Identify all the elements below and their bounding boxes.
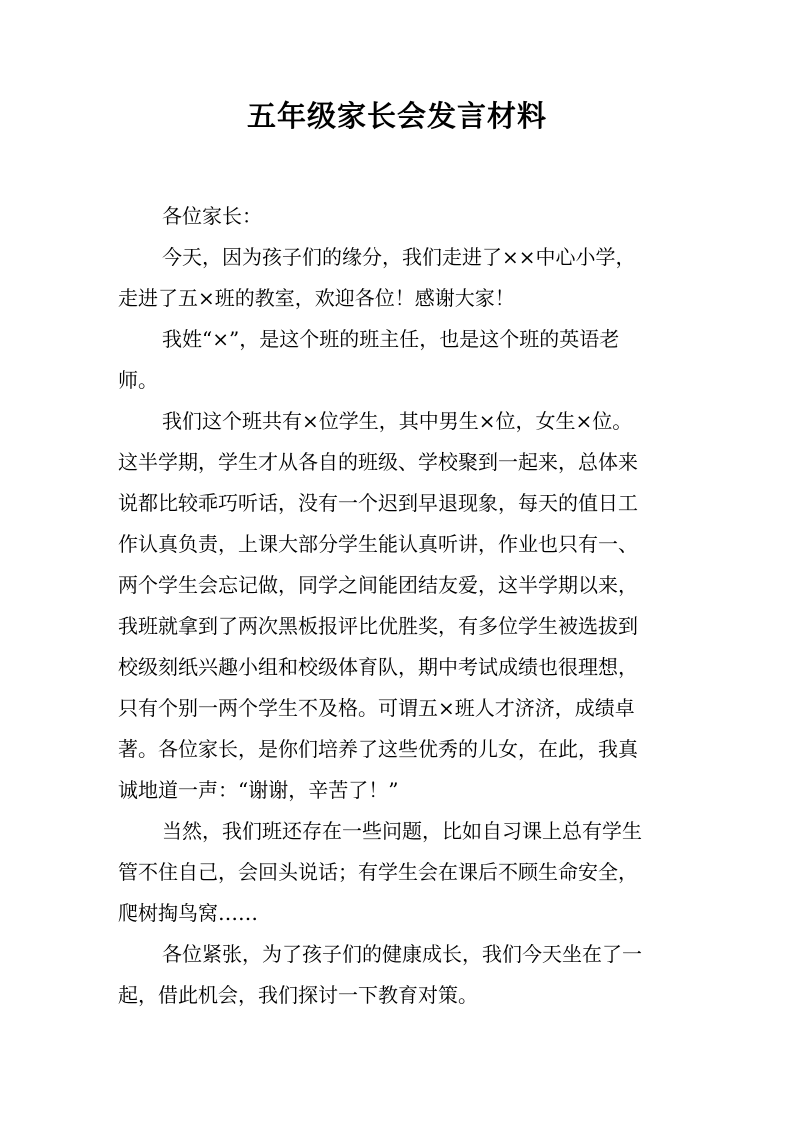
text-line: 著。各位家长，是你们培养了这些优秀的儿女，在此，我真 [118,737,638,761]
text-line: 这半学期，学生才从各自的班级、学校聚到一起来，总体来 [118,450,638,474]
document-body [118,196,680,1016]
text-line: 起，借此机会，我们探讨一下教育对策。 [118,983,478,1007]
text-line: 说都比较乖巧听话，没有一个迟到早退现象，每天的值日工 [118,491,638,515]
text-line: 当然，我们班还存在一些问题，比如自习课上总有学生 [162,819,642,843]
document-title: 五年级家长会发言材料 [246,99,547,133]
text-line: 管不住自己，会回头说话；有学生会在课后不顾生命安全， [118,860,638,884]
text-line: 爬树掏鸟窝…… [118,901,258,925]
text-line: 师。 [118,368,158,392]
text-line: 走进了五×班的教室，欢迎各位！感谢大家！ [118,286,515,310]
text-line: 诚地道一声：“谢谢，辛苦了！” [118,778,399,802]
text-line: 我们这个班共有×位学生，其中男生×位，女生×位。 [162,409,633,433]
text-line: 各位紧张，为了孩子们的健康成长，我们今天坐在了一 [162,942,642,966]
text-line: 我班就拿到了两次黑板报评比优胜奖，有多位学生被选拔到 [118,614,638,638]
text-line: 校级刻纸兴趣小组和校级体育队，期中考试成绩也很理想， [118,655,638,679]
text-line: 作认真负责，上课大部分学生能认真听讲，作业也只有一、 [118,532,638,556]
text-line: 两个学生会忘记做，同学之间能团结友爱，这半学期以来， [118,573,638,597]
text-line: 今天，因为孩子们的缘分，我们走进了××中心小学， [162,245,636,269]
text-line: 只有个别一两个学生不及格。可谓五×班人才济济，成绩卓 [118,696,635,720]
text-line: 我姓“×”，是这个班的班主任，也是这个班的英语老 [162,327,620,351]
text-line: 各位家长： [162,204,262,228]
